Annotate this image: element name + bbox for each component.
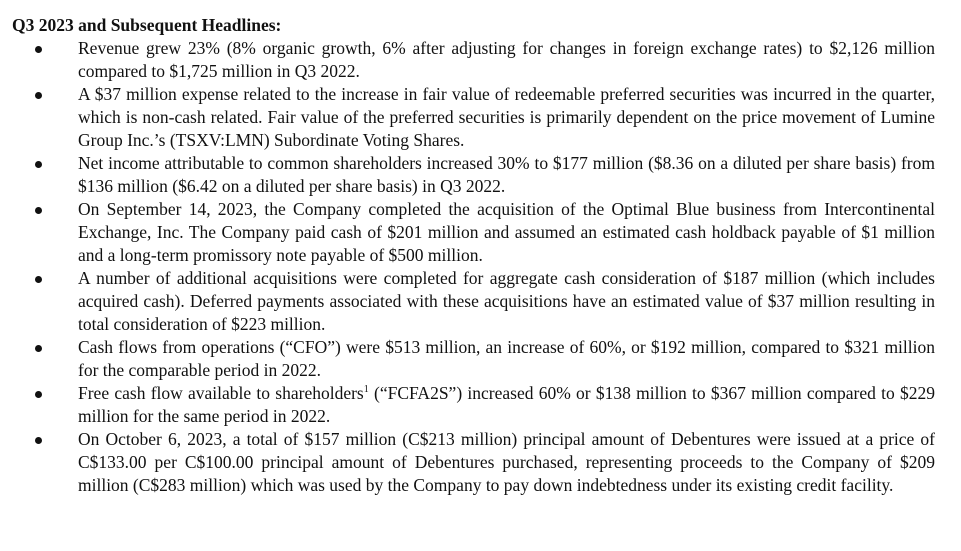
- bullet-icon: [35, 161, 42, 168]
- bullet-text: On September 14, 2023, the Company completed the acquisition of the Optimal Blue business from Intercontinental Exchange, Inc. The Company paid cash of $201 million and assumed an estimated cash holdback payable of $1 million and a long-term promissory note payable of $500 million.: [78, 199, 935, 265]
- bullet-text: A number of additional acquisitions were completed for aggregate cash consideration of $187 million (which includes acquired cash). Deferred payments associated with these acquisitions have an estimated value of $37 million resulting in total consideration of $223 million.: [78, 268, 935, 334]
- bullet-item-net-income: [12, 152, 935, 198]
- bullet-item-debentures: [12, 428, 935, 497]
- section-heading: Q3 2023 and Subsequent Headlines:: [12, 15, 282, 35]
- bullet-item-free-cash-flow: [12, 382, 935, 428]
- bullet-item-revenue: [12, 37, 935, 83]
- bullet-icon: [35, 46, 42, 53]
- bullet-text: Cash flows from operations (“CFO”) were $513 million, an increase of 60%, or $192 million, compared to $321 million for the comparable period in 2022.: [78, 337, 935, 380]
- bullet-text: Revenue grew 23% (8% organic growth, 6% after adjusting for changes in foreign exchange rates) to $2,126 million compared to $1,725 million in Q3 2022.: [78, 38, 935, 81]
- bullet-icon: [35, 345, 42, 352]
- bullet-item-cash-flows: [12, 336, 935, 382]
- bullet-item-preferred-securities: [12, 83, 935, 152]
- headline-bullet-list: [12, 37, 935, 497]
- bullet-text: On October 6, 2023, a total of $157 million (C$213 million) principal amount of Debentures were issued at a price of C$133.00 per C$100.00 principal amount of Debentures purchased, representing proceeds to the Company of $209 million (C$283 million) which was used by the Company to pay down indebtedness under its existing credit facility.: [78, 429, 935, 495]
- bullet-text: Net income attributable to common shareholders increased 30% to $177 million ($8.36 on a diluted per share basis) from $136 million ($6.42 on a diluted per share basis) in Q3 2022.: [78, 153, 935, 196]
- bullet-text-part: Free cash flow available to shareholders: [78, 383, 364, 403]
- bullet-icon: [35, 391, 42, 398]
- bullet-item-optimal-blue-acquisition: [12, 198, 935, 267]
- bullet-item-additional-acquisitions: [12, 267, 935, 336]
- bullet-text: [78, 383, 935, 426]
- bullet-text: A $37 million expense related to the increase in fair value of redeemable preferred securities was incurred in the quarter, which is non-cash related. Fair value of the preferred securities is primarily dependent on the price movement of Lumine Group Inc.’s (TSXV:LMN) Subordinate Voting Shares.: [78, 84, 935, 150]
- bullet-icon: [35, 276, 42, 283]
- bullet-icon: [35, 437, 42, 444]
- bullet-text-part: (“FCFA2S”) increased 60% or $138 million to $367 million compared to $229 million for the same period in 2022.: [78, 383, 935, 426]
- bullet-icon: [35, 92, 42, 99]
- bullet-icon: [35, 207, 42, 214]
- footnote-marker: 1: [363, 384, 369, 396]
